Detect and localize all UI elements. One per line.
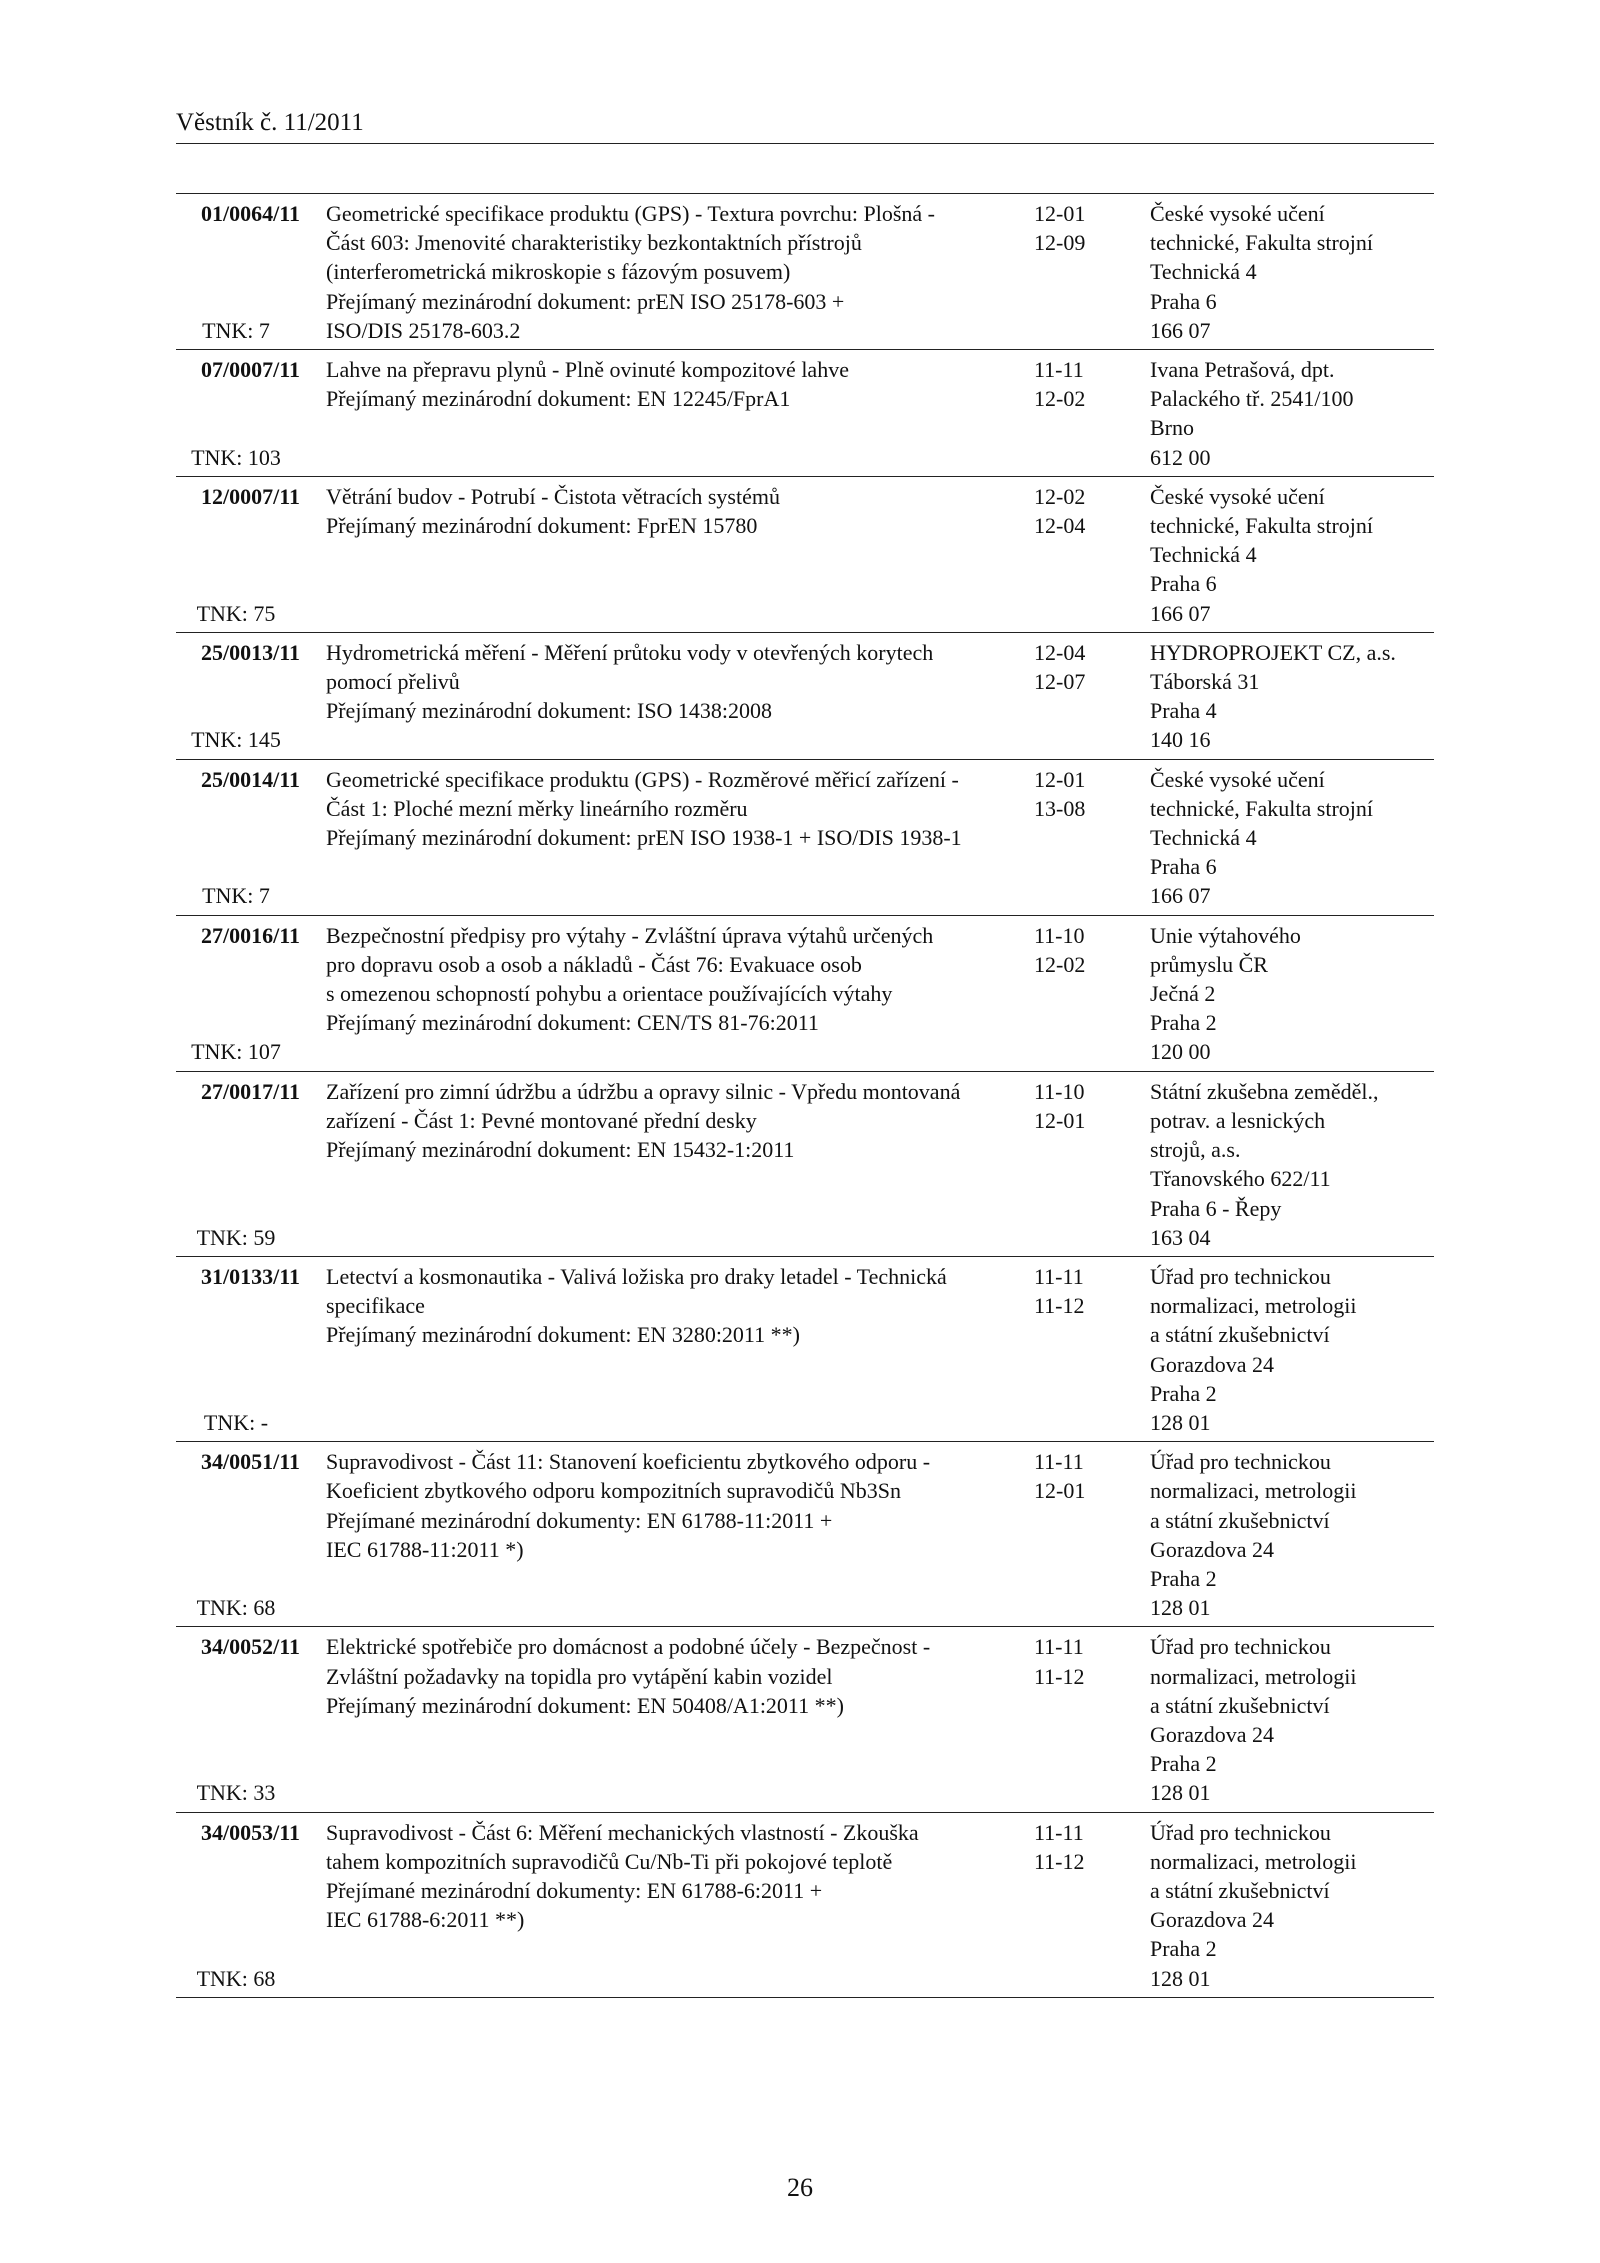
entry-address: Státní zkušebna zeměděl., potrav. a lesnických strojů, a.s. Třanovského 622/11 Praha 6 - Řepy 163 04 — [1150, 1078, 1379, 1250]
entry-address: Úřad pro technickou normalizaci, metrologii a státní zkušebnictví Gorazdova 24 Praha 2 128 01 — [1150, 1634, 1357, 1806]
list-item — [176, 1072, 1434, 1257]
entry-dates: 11-11 11-12 — [1034, 1819, 1085, 1874]
entry-code-cell — [176, 765, 306, 911]
entry-title: Geometrické specifikace produktu (GPS) - Rozměrové měřicí zařízení - Část 1: Ploché mezní měrky lineárního rozměru Přejímaný mezinárodní dokument: prEN ISO 1938-1 + ISO/DIS 1938-1 — [326, 766, 962, 851]
entry-code-cell — [176, 355, 306, 472]
entry-address: HYDROPROJEKT CZ, a.s. Táborská 31 Praha 4 140 16 — [1150, 639, 1396, 753]
entry-code: 01/0064/11 — [200, 201, 300, 226]
entry-tnk: TNK: 68 — [196, 1595, 276, 1621]
entry-address: Úřad pro technickou normalizaci, metrologii a státní zkušebnictví Gorazdova 24 Praha 2 128 01 — [1150, 1263, 1357, 1435]
list-item — [176, 1442, 1434, 1627]
list-item — [176, 1813, 1434, 1998]
list-item — [176, 633, 1434, 760]
entry-code: 31/0133/11 — [200, 1263, 300, 1289]
entry-title: Větrání budov - Potrubí - Čistota větracích systémů Přejímaný mezinárodní dokument: FprEN 15780 — [326, 483, 780, 539]
entry-code-cell — [176, 638, 306, 755]
entry-title: Zařízení pro zimní údržbu a údržbu a opravy silnic - Vpředu montovaná zařízení - Část 1: Pevné montované přední desky Přejímaný mezinárodní dokument: EN 15432-1:2011 — [326, 1078, 961, 1163]
journal-title: Věstník č. 11/2011 — [176, 109, 364, 136]
entry-code-cell — [176, 1262, 306, 1437]
entry-address: Úřad pro technickou normalizaci, metrologii a státní zkušebnictví Gorazdova 24 Praha 2 128 01 — [1150, 1449, 1357, 1621]
page-number: 26 — [787, 2173, 813, 2202]
entry-dates: 11-11 12-02 — [1034, 357, 1086, 412]
entry-title: Supravodivost - Část 6: Měření mechanických vlastností - Zkouška tahem kompozitních supravodičů Cu/Nb-Ti při pokojové teplotě Přejímané mezinárodní dokumenty: EN 61788-6:2011 + IEC 61788-6:2011 **) — [326, 1819, 919, 1933]
entry-code-cell — [176, 1632, 306, 1807]
entry-title: Elektrické spotřebiče pro domácnost a podobné účely - Bezpečnost - Zvláštní požadavky na topidla pro vytápění kabin vozidel Přejímaný mezinárodní dokument: EN 50408/A1:2011 **) — [326, 1634, 931, 1718]
entry-dates: 11-10 12-01 — [1034, 1078, 1086, 1133]
entry-tnk: TNK: 33 — [196, 1780, 276, 1806]
entry-tnk: TNK: 68 — [196, 1965, 276, 1991]
entry-title: Letectví a kosmonautika - Valivá ložiska pro draky letadel - Technická specifikace Přejímaný mezinárodní dokument: EN 3280:2011 **) — [326, 1263, 947, 1348]
entry-address: České vysoké učení technické, Fakulta strojní Technická 4 Praha 6 166 07 — [1150, 201, 1373, 343]
entry-code-cell — [176, 1818, 306, 1993]
entry-title: Geometrické specifikace produktu (GPS) - Textura povrchu: Plošná - Část 603: Jmenovité charakteristiky bezkontaktních přístrojů (interferometrická mikroskopie s fázovým posuvem) Přejímaný mezinárodní dokument: prEN ISO 25178-603 + ISO/DIS 25178-603.2 — [326, 201, 935, 343]
entry-code-cell — [176, 1077, 306, 1252]
entry-tnk: TNK: - — [203, 1409, 269, 1435]
entry-address: Unie výtahového průmyslu ČR Ječná 2 Praha 2 120 00 — [1150, 922, 1301, 1065]
list-item — [176, 194, 1434, 350]
entry-title: Lahve na přepravu plynů - Plně ovinuté kompozitové lahve Přejímaný mezinárodní dokument: EN 12245/FprA1 — [326, 357, 849, 412]
page-header — [176, 108, 1434, 144]
list-item — [176, 760, 1434, 916]
entry-tnk: TNK: 59 — [196, 1224, 276, 1250]
entry-address: České vysoké učení technické, Fakulta strojní Technická 4 Praha 6 166 07 — [1150, 766, 1373, 909]
entry-tnk: TNK: 7 — [202, 883, 270, 909]
entry-tnk: TNK: 7 — [202, 317, 270, 343]
list-item — [176, 1627, 1434, 1812]
list-item — [176, 916, 1434, 1072]
entry-code: 34/0051/11 — [200, 1449, 300, 1475]
entry-code: 34/0053/11 — [200, 1819, 300, 1845]
entry-title: Supravodivost - Část 11: Stanovení koeficientu zbytkového odporu - Koeficient zbytkového odporu kompozitních supravodičů Nb3Sn Přejímané mezinárodní dokumenty: EN 61788-11:2011 + IEC 61788-11:2011 *) — [326, 1449, 931, 1562]
entry-code: 25/0013/11 — [200, 639, 300, 665]
list-item — [176, 477, 1434, 633]
entry-tnk: TNK: 145 — [191, 727, 281, 753]
standards-list — [176, 193, 1434, 1998]
entry-dates: 11-11 11-12 — [1034, 1263, 1085, 1319]
entry-dates: 12-01 12-09 — [1034, 201, 1086, 256]
entry-code: 34/0052/11 — [200, 1634, 300, 1660]
list-item — [176, 350, 1434, 477]
entry-dates: 11-10 12-02 — [1034, 922, 1086, 977]
entry-code-cell — [176, 1447, 306, 1622]
entry-code: 27/0017/11 — [200, 1078, 300, 1104]
entry-tnk: TNK: 103 — [191, 444, 281, 470]
entry-address: Ivana Petrašová, dpt. Palackého tř. 2541/100 Brno 612 00 — [1150, 357, 1354, 470]
entry-code-cell — [176, 482, 306, 628]
entry-code: 07/0007/11 — [200, 357, 300, 383]
entry-dates: 12-04 12-07 — [1034, 639, 1086, 695]
entry-code-cell — [176, 921, 306, 1067]
entry-dates: 11-11 11-12 — [1034, 1634, 1085, 1689]
entry-code-cell — [176, 199, 306, 345]
entry-code: 12/0007/11 — [200, 483, 300, 509]
entry-tnk: TNK: 107 — [191, 1039, 281, 1065]
entry-tnk: TNK: 75 — [196, 600, 276, 626]
entry-address: Úřad pro technickou normalizaci, metrologii a státní zkušebnictví Gorazdova 24 Praha 2 128 01 — [1150, 1819, 1357, 1991]
entry-address: České vysoké učení technické, Fakulta strojní Technická 4 Praha 6 166 07 — [1150, 483, 1373, 626]
entry-title: Hydrometrická měření - Měření průtoku vody v otevřených korytech pomocí přelivů Přejímaný mezinárodní dokument: ISO 1438:2008 — [326, 639, 934, 724]
entry-code: 25/0014/11 — [200, 766, 300, 792]
entry-title: Bezpečnostní předpisy pro výtahy - Zvláštní úprava výtahů určených pro dopravu osob a osob a nákladů - Část 76: Evakuace osob s omezenou schopností pohybu a orientace používajících výtahy Přejímaný mezinárodní dokument: CEN/TS 81-76:2011 — [326, 922, 934, 1036]
list-item — [176, 1257, 1434, 1442]
entry-dates: 11-11 12-01 — [1034, 1449, 1086, 1504]
entry-dates: 12-02 12-04 — [1034, 483, 1086, 539]
entry-code: 27/0016/11 — [200, 922, 300, 948]
entry-dates: 12-01 13-08 — [1034, 766, 1086, 821]
